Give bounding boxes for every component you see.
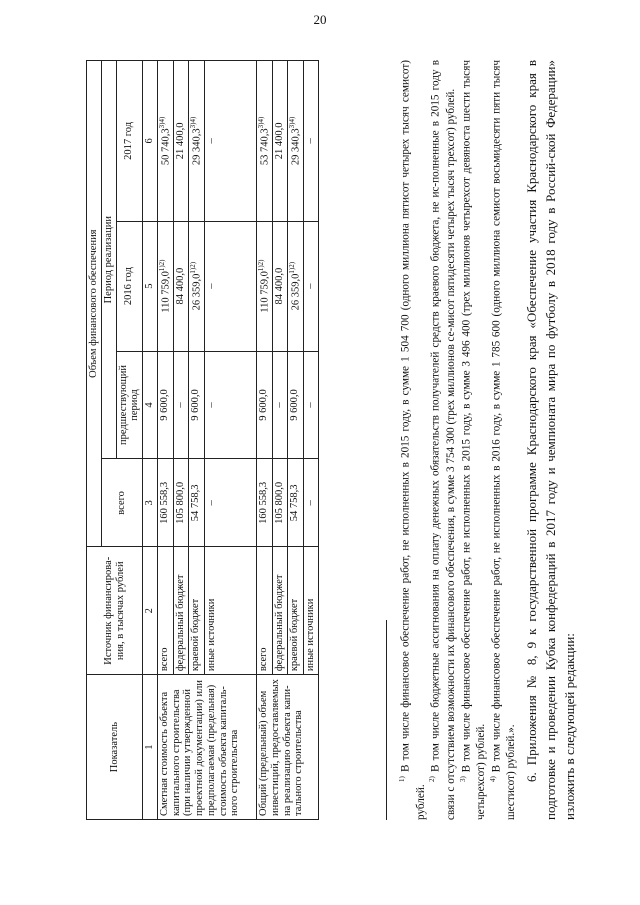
col-number: 5 [143,221,158,351]
total-cell: – [304,459,319,547]
source-cell: краевой бюджет [188,547,204,675]
y2017-cell: 21 400,0 [273,61,288,222]
y2016-cell: – [304,221,319,351]
footnote-1: $^{1)}$ В том числе финансовое обеспечение работ, не исполненных в 2015 году, в сумме 1 504 700 (одного миллиона пятисот четырех тысяч семисот) рублей. [398,60,427,820]
table-row [157,61,173,820]
footnote-2: $^{2)}$ В том числе бюджетные ассигнования на оплату денежных обязательств получателей средств краевого бюджета, не ис-полненные в 2015 году в связи с отсутствием возможности их финансового обеспечения, в сумме 3 754 300 (трех миллионов се-мисот пятидесяти четырех тысяч трехсот) рублей. [428,60,457,820]
source-cell: краевой бюджет [288,547,304,675]
source-cell: федеральный бюджет [273,547,288,675]
header-period: Период реализации [101,61,116,459]
y2017-cell: 29 $340,3^{3)4)}$ [288,61,304,222]
indicator-cell: Сметная стоимость объекта капитального строительства (при наличии утвержденной проектной документации) или предполагаемая (предельная) стоимость объекта капиталь-ного строительства [157,675,256,820]
footnote-separator [386,620,387,820]
col-number: 3 [143,459,158,547]
y2016-cell: 84 400,0 [174,221,189,351]
header-indicator: Показатель [87,675,143,820]
rotated-page-content [80,59,577,820]
source-cell: всего [157,547,173,675]
source-cell: иные источники [205,547,257,675]
total-cell: 54 758,3 [288,459,304,547]
header-2017: 2017 год [116,61,143,222]
y2016-cell: – [205,221,257,351]
source-cell: федеральный бюджет [174,547,189,675]
footnotes [398,60,580,820]
col-number: 1 [143,675,158,820]
total-cell: 160 558,3 [157,459,173,547]
prev-cell: – [174,351,189,459]
prev-cell: 9 600,0 [188,351,204,459]
paragraph-6: 6. Приложения № 8, 9 к государственной программе Краснодарского края «Обеспечение участия Краснодарского края в подготовке и проведении Кубка конфедераций в 2017 году и чемпионата мира по футболу в 2018 году в Россий-ской Федерации» изложить в следующей редакции: [524,60,577,820]
header-source: Источник финансирова-ния, в тысячах рублей [87,547,143,675]
col-number: 4 [143,351,158,459]
y2016-cell: 110 $759,0^{1)2)}$ [257,221,273,351]
source-cell: иные источники [304,547,319,675]
prev-cell: 9 600,0 [257,351,273,459]
financing-table [86,60,319,820]
source-cell: всего [257,547,273,675]
col-number: 6 [143,61,158,222]
total-cell: 54 758,3 [188,459,204,547]
prev-cell: 9 600,0 [157,351,173,459]
y2016-cell: 26 $359,0^{1)2)}$ [288,221,304,351]
total-cell: – [205,459,257,547]
y2016-cell: 110 $759,0^{1)2)}$ [157,221,173,351]
y2017-cell: 50 $740,3^{3)4)}$ [157,61,173,222]
footnote-4: $^{4)}$ В том числе финансовое обеспечение работ, не исполненных в 2016 году, в сумме 1 785 600 (одного миллиона семисот восьмидесяти пяти тысяч шестисот) рублей.». [488,59,518,820]
prev-cell: – [273,351,288,459]
header-volume: Объем финансового обеспечения [87,61,102,547]
y2017-cell: 21 400,0 [174,61,189,222]
y2017-cell: – [304,61,319,222]
header-total: всего [101,459,142,547]
page-number: 20 [313,12,327,27]
header-2016: 2016 год [116,221,143,351]
header-prev-period: предшествующий период [116,351,143,459]
col-number: 2 [143,547,158,675]
table-row [257,61,273,820]
y2017-cell: – [205,61,257,222]
total-cell: 105 800,0 [174,459,189,547]
total-cell: 105 800,0 [273,459,288,547]
column-number-row [143,61,158,820]
y2017-cell: 53 $740,3^{3)4)}$ [257,61,273,222]
y2016-cell: 26 $359,0^{1)2)}$ [188,221,204,351]
y2017-cell: 29 $340,3^{3)4)}$ [188,61,204,222]
indicator-cell: Общий (предельный) объем инвестиций, предоставляемых на реализацию объекта капи-тального строительства [257,675,319,820]
prev-cell: 9 600,0 [288,351,304,459]
y2016-cell: 84 400,0 [273,221,288,351]
prev-cell: – [205,351,257,459]
prev-cell: – [304,351,319,459]
footnote-3: $^{3)}$ В том числе финансовое обеспечение работ, не исполненных в 2015 году, в сумме 3 496 400 (трех миллионов четырехсот девяноста шести тысяч четырехсот) рублей. [458,59,488,820]
total-cell: 160 558,3 [257,459,273,547]
